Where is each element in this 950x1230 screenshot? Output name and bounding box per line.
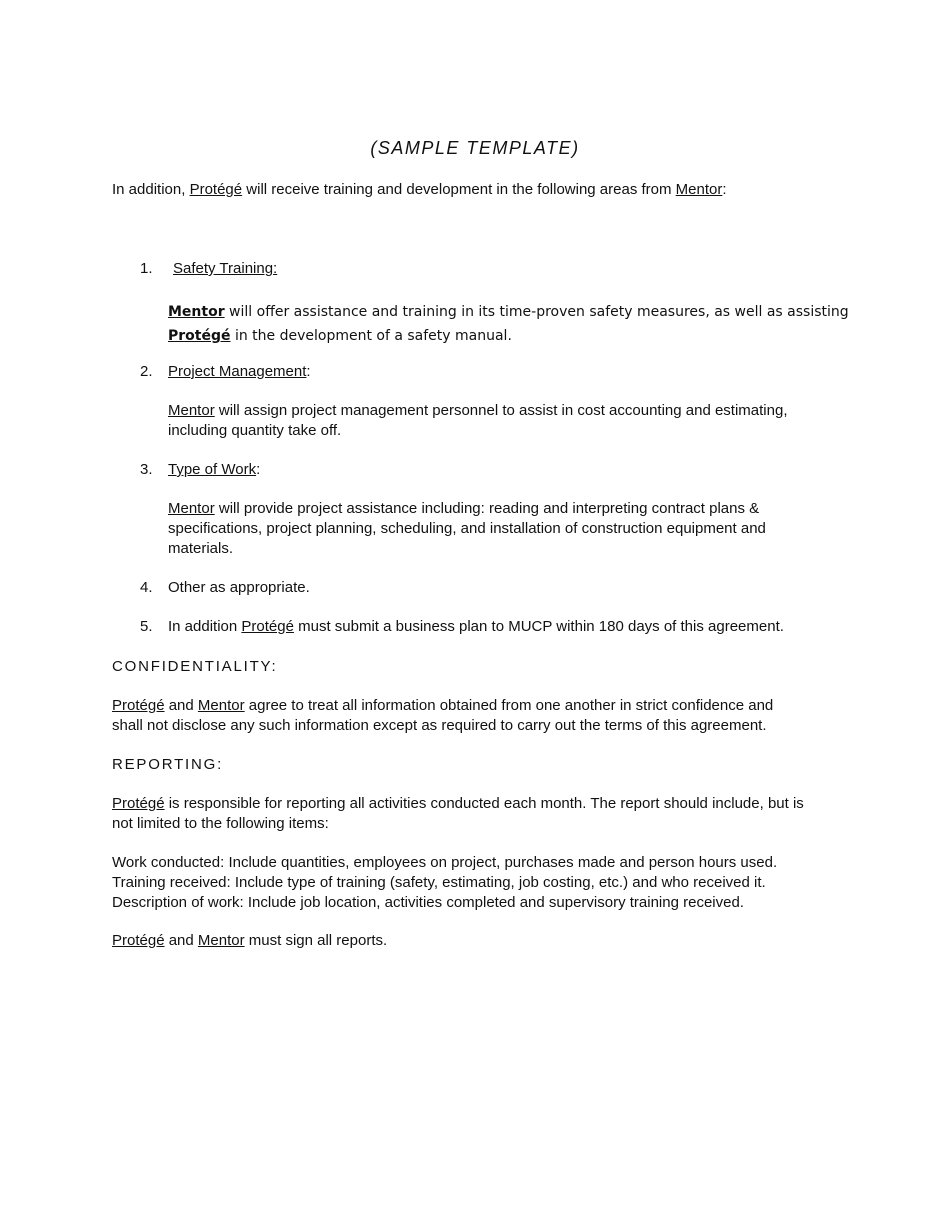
sign-and: and bbox=[164, 932, 198, 949]
reporting-line1: is responsible for reporting all activities conducted each month. The report should include, but is bbox=[164, 795, 804, 812]
sign-mentor: Mentor bbox=[197, 932, 245, 949]
item-5-number: 5. bbox=[140, 618, 153, 635]
item-4-number: 4. bbox=[140, 579, 153, 596]
confidentiality-line1: agree to treat all information obtained from one another in strict confidence and bbox=[244, 697, 774, 714]
intro-middle: will receive training and development in the following areas from bbox=[242, 181, 676, 198]
reporting-heading: REPORTING: bbox=[112, 756, 224, 773]
item-2-heading bbox=[168, 362, 311, 382]
item-5-line bbox=[168, 617, 784, 637]
item-2-body-line1: will assign project management personnel to assist in cost accounting and estimating, bbox=[214, 402, 788, 419]
page-title: (SAMPLE TEMPLATE) bbox=[370, 138, 580, 158]
item-2-mentor: Mentor bbox=[168, 402, 215, 419]
item-3-body-line3: materials. bbox=[168, 540, 234, 557]
confidentiality-mentor: Mentor bbox=[197, 697, 245, 714]
training-received-line: Training received: Include type of training (safety, estimating, job costing, etc.) and who received it. bbox=[112, 874, 766, 891]
sign-protege: Protégé bbox=[112, 932, 165, 949]
item-3-mentor: Mentor bbox=[168, 500, 215, 517]
intro-protege: Protégé bbox=[189, 181, 243, 198]
reporting-paragraph bbox=[112, 794, 842, 834]
item-1-heading bbox=[173, 259, 277, 279]
item-3-heading-text: Type of Work bbox=[168, 461, 257, 478]
item-1-body-line2: in the development of a safety manual. bbox=[230, 328, 512, 344]
description-of-work-line: Description of work: Include job location, activities completed and supervisory training received. bbox=[112, 894, 744, 911]
confidentiality-and: and bbox=[164, 697, 198, 714]
item-5-suffix: must submit a business plan to MUCP within 180 days of this agreement. bbox=[293, 618, 784, 635]
item-5-prefix: In addition bbox=[168, 618, 242, 635]
item-3-heading bbox=[168, 460, 260, 480]
item-1-body bbox=[168, 300, 848, 348]
item-1-body-line1: will offer assistance and training in its time-proven safety measures, as well as assisting bbox=[224, 304, 849, 320]
reporting-protege: Protégé bbox=[112, 795, 165, 812]
item-5-protege: Protégé bbox=[241, 618, 294, 635]
item-1-heading-text: Safety Training: bbox=[173, 260, 278, 277]
item-3-body-line1: will provide project assistance including: reading and interpreting contract plans & bbox=[214, 500, 760, 517]
intro-mentor: Mentor bbox=[675, 181, 723, 198]
item-2-body bbox=[168, 401, 848, 441]
item-3-number: 3. bbox=[140, 461, 153, 478]
item-1-protege: Protégé bbox=[168, 328, 231, 344]
item-1-mentor: Mentor bbox=[168, 304, 225, 320]
reporting-line2: not limited to the following items: bbox=[112, 815, 329, 832]
sign-reports-line bbox=[112, 931, 842, 951]
item-2-heading-suffix: : bbox=[306, 363, 311, 380]
confidentiality-paragraph bbox=[112, 696, 842, 736]
reporting-items bbox=[112, 853, 842, 913]
work-conducted-line: Work conducted: Include quantities, employees on project, purchases made and person hours used. bbox=[112, 854, 778, 871]
item-1-number: 1. bbox=[140, 260, 153, 277]
item-2-number: 2. bbox=[140, 363, 153, 380]
intro-suffix: : bbox=[722, 181, 727, 198]
item-2-heading-text: Project Management bbox=[168, 363, 307, 380]
confidentiality-protege: Protégé bbox=[112, 697, 165, 714]
intro-paragraph bbox=[112, 180, 842, 200]
item-3-body-line2: specifications, project planning, scheduling, and installation of construction equipment and bbox=[168, 520, 766, 537]
sign-suffix: must sign all reports. bbox=[244, 932, 388, 949]
item-3-body bbox=[168, 499, 848, 559]
intro-prefix: In addition, bbox=[112, 181, 190, 198]
item-4-text: Other as appropriate. bbox=[168, 579, 310, 596]
item-2-body-line2: including quantity take off. bbox=[168, 422, 342, 439]
confidentiality-heading: CONFIDENTIALITY: bbox=[112, 658, 278, 675]
confidentiality-line2: shall not disclose any such information except as required to carry out the terms of this agreement. bbox=[112, 717, 767, 734]
item-3-heading-suffix: : bbox=[256, 461, 261, 478]
